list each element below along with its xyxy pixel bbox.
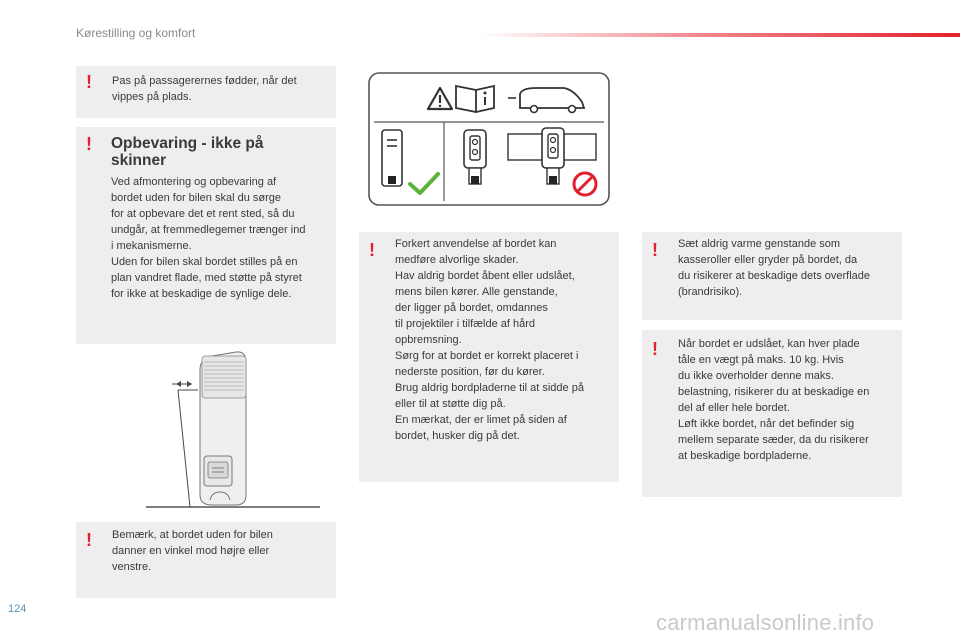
section-title: Kørestilling og komfort <box>76 26 196 40</box>
storage-heading: Opbevaring - ikke på skinner <box>111 135 264 169</box>
warning-icon: ! <box>86 72 92 92</box>
storage-text: Ved afmontering og opbevaring af bordet uden for bilen skal du sørge for at opbevare det et rent sted, så du undgår, at fremmedlegemer trænger ind i mekanismerne. Uden for bilen skal bordet stilles på en plan vandret flade, med støtte på styret for ikke at beskadige de synlige dele. <box>111 176 306 300</box>
table-angle-illustration <box>140 350 330 515</box>
warning-icon: ! <box>652 339 658 359</box>
warning-icon: ! <box>86 134 92 154</box>
angle-warning-text: Bemærk, at bordet uden for bilen danner en vinkel mod højre eller venstre. <box>112 529 273 573</box>
misuse-warning-text: Forkert anvendelse af bordet kan medføre alvorlige skader. Hav aldrig bordet åbent eller udslået, mens bilen kører. Alle genstande, der ligger på bordet, omdannes til projektiler i tilfælde af hård opbremsning. Sørg for at bordet er korrekt placeret i nederste position, før du kører. Brug aldrig bordpladerne til at sidde på eller til at støtte dig på. En mærkat, der er limet på siden af bordet, husker dig på det. <box>395 238 584 442</box>
feet-warning-text: Pas på passagerernes fødder, når det vippes på plads. <box>112 75 297 103</box>
warning-icon: ! <box>369 240 375 260</box>
page-number: 124 <box>8 603 27 615</box>
warning-icon: ! <box>86 530 92 550</box>
warning-icon: ! <box>652 240 658 260</box>
hot-items-warning-text: Sæt aldrig varme genstande som kasseroller eller gryder på bordet, da du risikerer at beskadige dets overflade (brandrisiko). <box>678 238 870 298</box>
watermark: carmanualsonline.info <box>656 610 875 635</box>
weight-warning-text: Når bordet er udslået, kan hver plade tåle en vægt på maks. 10 kg. Hvis du ikke overholder denne maks. belastning, risikerer du at beskadige en del af eller hele bordet. Løft ikke bordet, når det befinder sig mellem separate sæder, da du risikerer at beskadige bordpladerne. <box>678 338 870 462</box>
table-warning-sticker <box>368 72 610 206</box>
header-accent-bar <box>480 33 960 37</box>
